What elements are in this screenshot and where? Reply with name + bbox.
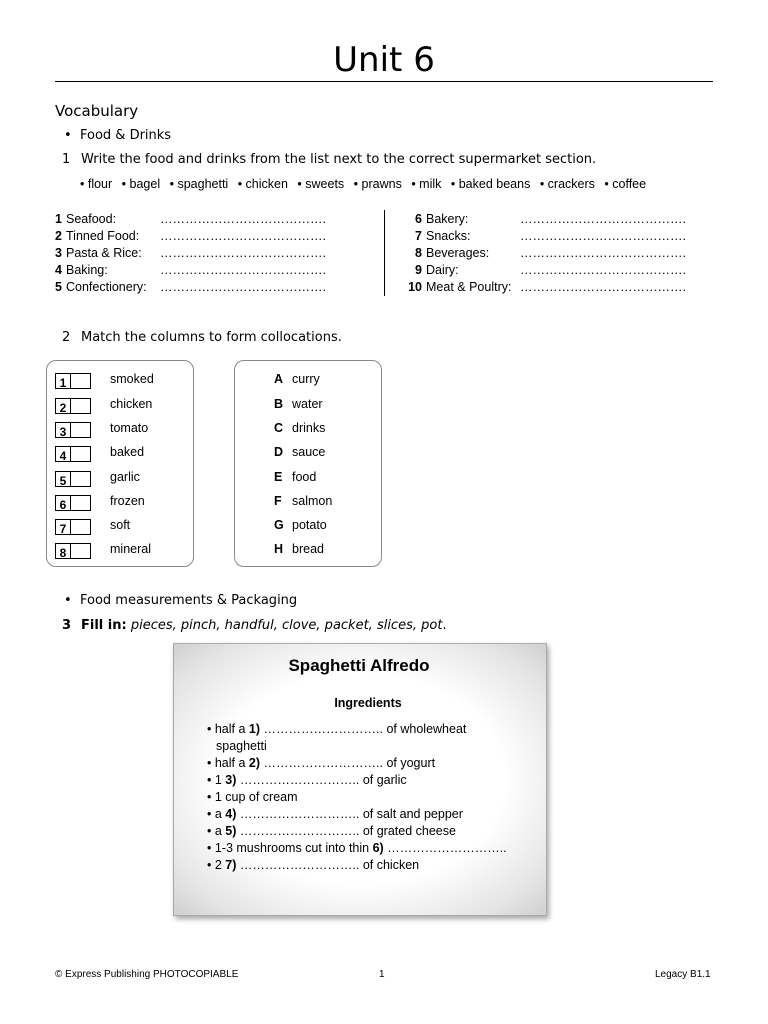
section-row: 3 Pasta & Rice: …………………………………. [55, 246, 326, 260]
word-item: • prawns [353, 177, 402, 191]
match-letter: C [274, 421, 284, 435]
answer-box[interactable]: 3 [55, 422, 91, 438]
ingredient-line: • half a 1) ……………………….. of wholewheat [207, 722, 467, 736]
ingredient-line: • half a 2) ……………………….. of yogurt [207, 756, 436, 770]
answer-blank[interactable]: …………………………………. [520, 280, 686, 294]
answer-box[interactable]: 8 [55, 543, 91, 559]
match-right-word: food [292, 470, 317, 484]
exercise-1-instruction [62, 152, 596, 167]
section-row: 8 Beverages: …………………………………. [415, 246, 686, 260]
answer-blank[interactable]: …………………………………. [520, 229, 686, 243]
ingredient-line: • 1 cup of cream [207, 790, 298, 804]
answer-box[interactable]: 7 [55, 519, 91, 535]
answer-blank[interactable]: …………………………………. [160, 263, 326, 277]
exercise-number: 1 [62, 152, 71, 167]
section-row: 2 Tinned Food: …………………………………. [55, 229, 326, 243]
ingredient-line: • 2 7) ……………………….. of chicken [207, 858, 420, 872]
recipe-subtitle: Ingredients [334, 696, 402, 710]
answer-blank[interactable]: ……………………….. [263, 756, 383, 770]
sections-right [400, 211, 686, 296]
match-right-word: sauce [292, 445, 326, 459]
section-row: 7 Snacks: …………………………………. [415, 229, 686, 243]
topic-label: Food & Drinks [80, 128, 172, 143]
column-divider [384, 210, 385, 296]
exercise-2-instruction [62, 330, 342, 345]
match-left-word: tomato [110, 421, 149, 435]
section-row: 10 Meat & Poultry: …………………………………. [408, 280, 686, 294]
match-right-word: water [292, 397, 323, 411]
topic-label: Food measurements & Packaging [80, 593, 298, 608]
match-letter: E [274, 470, 283, 484]
answer-blank[interactable]: …………………………………. [160, 229, 326, 243]
match-right-word: bread [292, 542, 324, 556]
word-item: • coffee [604, 177, 647, 191]
instruction-label: Fill in: [81, 618, 127, 633]
ingredient-line: • 1-3 mushrooms cut into thin 6) ……………………….. [207, 841, 507, 855]
answer-blank[interactable]: …………………………………. [160, 280, 326, 294]
instruction-text: Write the food and drinks from the list next to the correct supermarket section. [81, 152, 597, 167]
word-item: • chicken [237, 177, 288, 191]
section-row: 1 Seafood: …………………………………. [55, 212, 326, 226]
exercise-3-instruction: 3 Fill in: pieces, pinch, handful, clove, packet, slices, pot. [62, 618, 447, 633]
match-left-word: soft [110, 518, 131, 532]
match-right-word: drinks [292, 421, 326, 435]
ingredient-line-cont: spaghetti [216, 739, 267, 753]
match-left-word: smoked [110, 372, 154, 386]
answer-blank[interactable]: …………………………………. [520, 212, 686, 226]
recipe-title: Spaghetti Alfredo [288, 656, 430, 675]
instruction-text: Match the columns to form collocations. [81, 330, 342, 345]
match-letter: H [274, 542, 284, 556]
page-title: Unit 6 [333, 40, 435, 80]
word-item: • sweets [297, 177, 345, 191]
match-left-word: chicken [110, 397, 153, 411]
answer-box[interactable]: 2 [55, 398, 91, 414]
footer-book-title: Legacy B1.1 [655, 969, 711, 980]
section-heading: Vocabulary [55, 102, 139, 120]
match-left-word: mineral [110, 542, 151, 556]
answer-blank[interactable]: ……………………….. [263, 722, 383, 736]
word-item: • spaghetti [169, 177, 229, 191]
match-letter: B [274, 397, 284, 411]
sections-left [40, 211, 326, 296]
word-item: • flour [80, 177, 113, 191]
word-item: • bagel [121, 177, 161, 191]
match-left-panel [46, 360, 194, 567]
ingredient-line: • a 5) ……………………….. of grated cheese [207, 824, 456, 838]
instruction-words: pieces, pinch, handful, clove, packet, slices, pot [130, 618, 443, 633]
answer-blank[interactable]: …………………………………. [520, 246, 686, 260]
answer-box[interactable]: 4 [55, 446, 91, 462]
ingredient-line: • a 4) ……………………….. of salt and pepper [207, 807, 463, 821]
match-right-word: curry [292, 372, 320, 386]
section-row: 4 Baking: …………………………………. [55, 263, 326, 277]
word-list [80, 177, 652, 191]
answer-blank[interactable]: …………………………………. [520, 263, 686, 277]
exercise-number: 3 [62, 618, 72, 633]
section-row: 9 Dairy: …………………………………. [415, 263, 686, 277]
answer-box[interactable]: 5 [55, 471, 91, 487]
topic-food-drinks [64, 128, 171, 143]
match-left-word: garlic [110, 470, 140, 484]
match-letter: A [274, 372, 284, 386]
match-letter: G [274, 518, 284, 532]
word-item: • milk [411, 177, 442, 191]
answer-blank[interactable]: ……………………….. [239, 807, 360, 821]
answer-blank[interactable]: …………………………………. [160, 246, 326, 260]
answer-blank[interactable]: ……………………….. [239, 773, 360, 787]
footer-copyright: © Express Publishing PHOTOCOPIABLE [55, 969, 239, 980]
match-right-word: salmon [292, 494, 333, 508]
bullet-icon: • [64, 128, 72, 143]
answer-box[interactable]: 1 [55, 373, 91, 389]
bullet-icon: • [64, 593, 72, 608]
word-item: • baked beans [450, 177, 531, 191]
exercise-number: 2 [62, 330, 71, 345]
match-left-word: frozen [110, 494, 145, 508]
topic-measurements [64, 593, 297, 608]
match-right-panel [234, 360, 382, 567]
match-right-word: potato [292, 518, 327, 532]
answer-blank[interactable]: …………………………………. [160, 212, 326, 226]
ingredient-line: • 1 3) ……………………….. of garlic [207, 773, 407, 787]
answer-blank[interactable]: ……………………….. [387, 841, 507, 855]
section-row: 6 Bakery: …………………………………. [415, 212, 686, 226]
answer-blank[interactable]: ……………………….. [239, 858, 360, 872]
match-left-word: baked [110, 445, 145, 459]
answer-blank[interactable]: ……………………….. [239, 824, 360, 838]
match-letter: D [274, 445, 284, 459]
footer-page-number: 1 [379, 969, 385, 980]
answer-box[interactable]: 6 [55, 495, 91, 511]
section-row: 5 Confectionery: …………………………………. [55, 280, 326, 294]
match-letter: F [274, 494, 282, 508]
title-rule [55, 81, 713, 82]
word-item: • crackers [539, 177, 595, 191]
